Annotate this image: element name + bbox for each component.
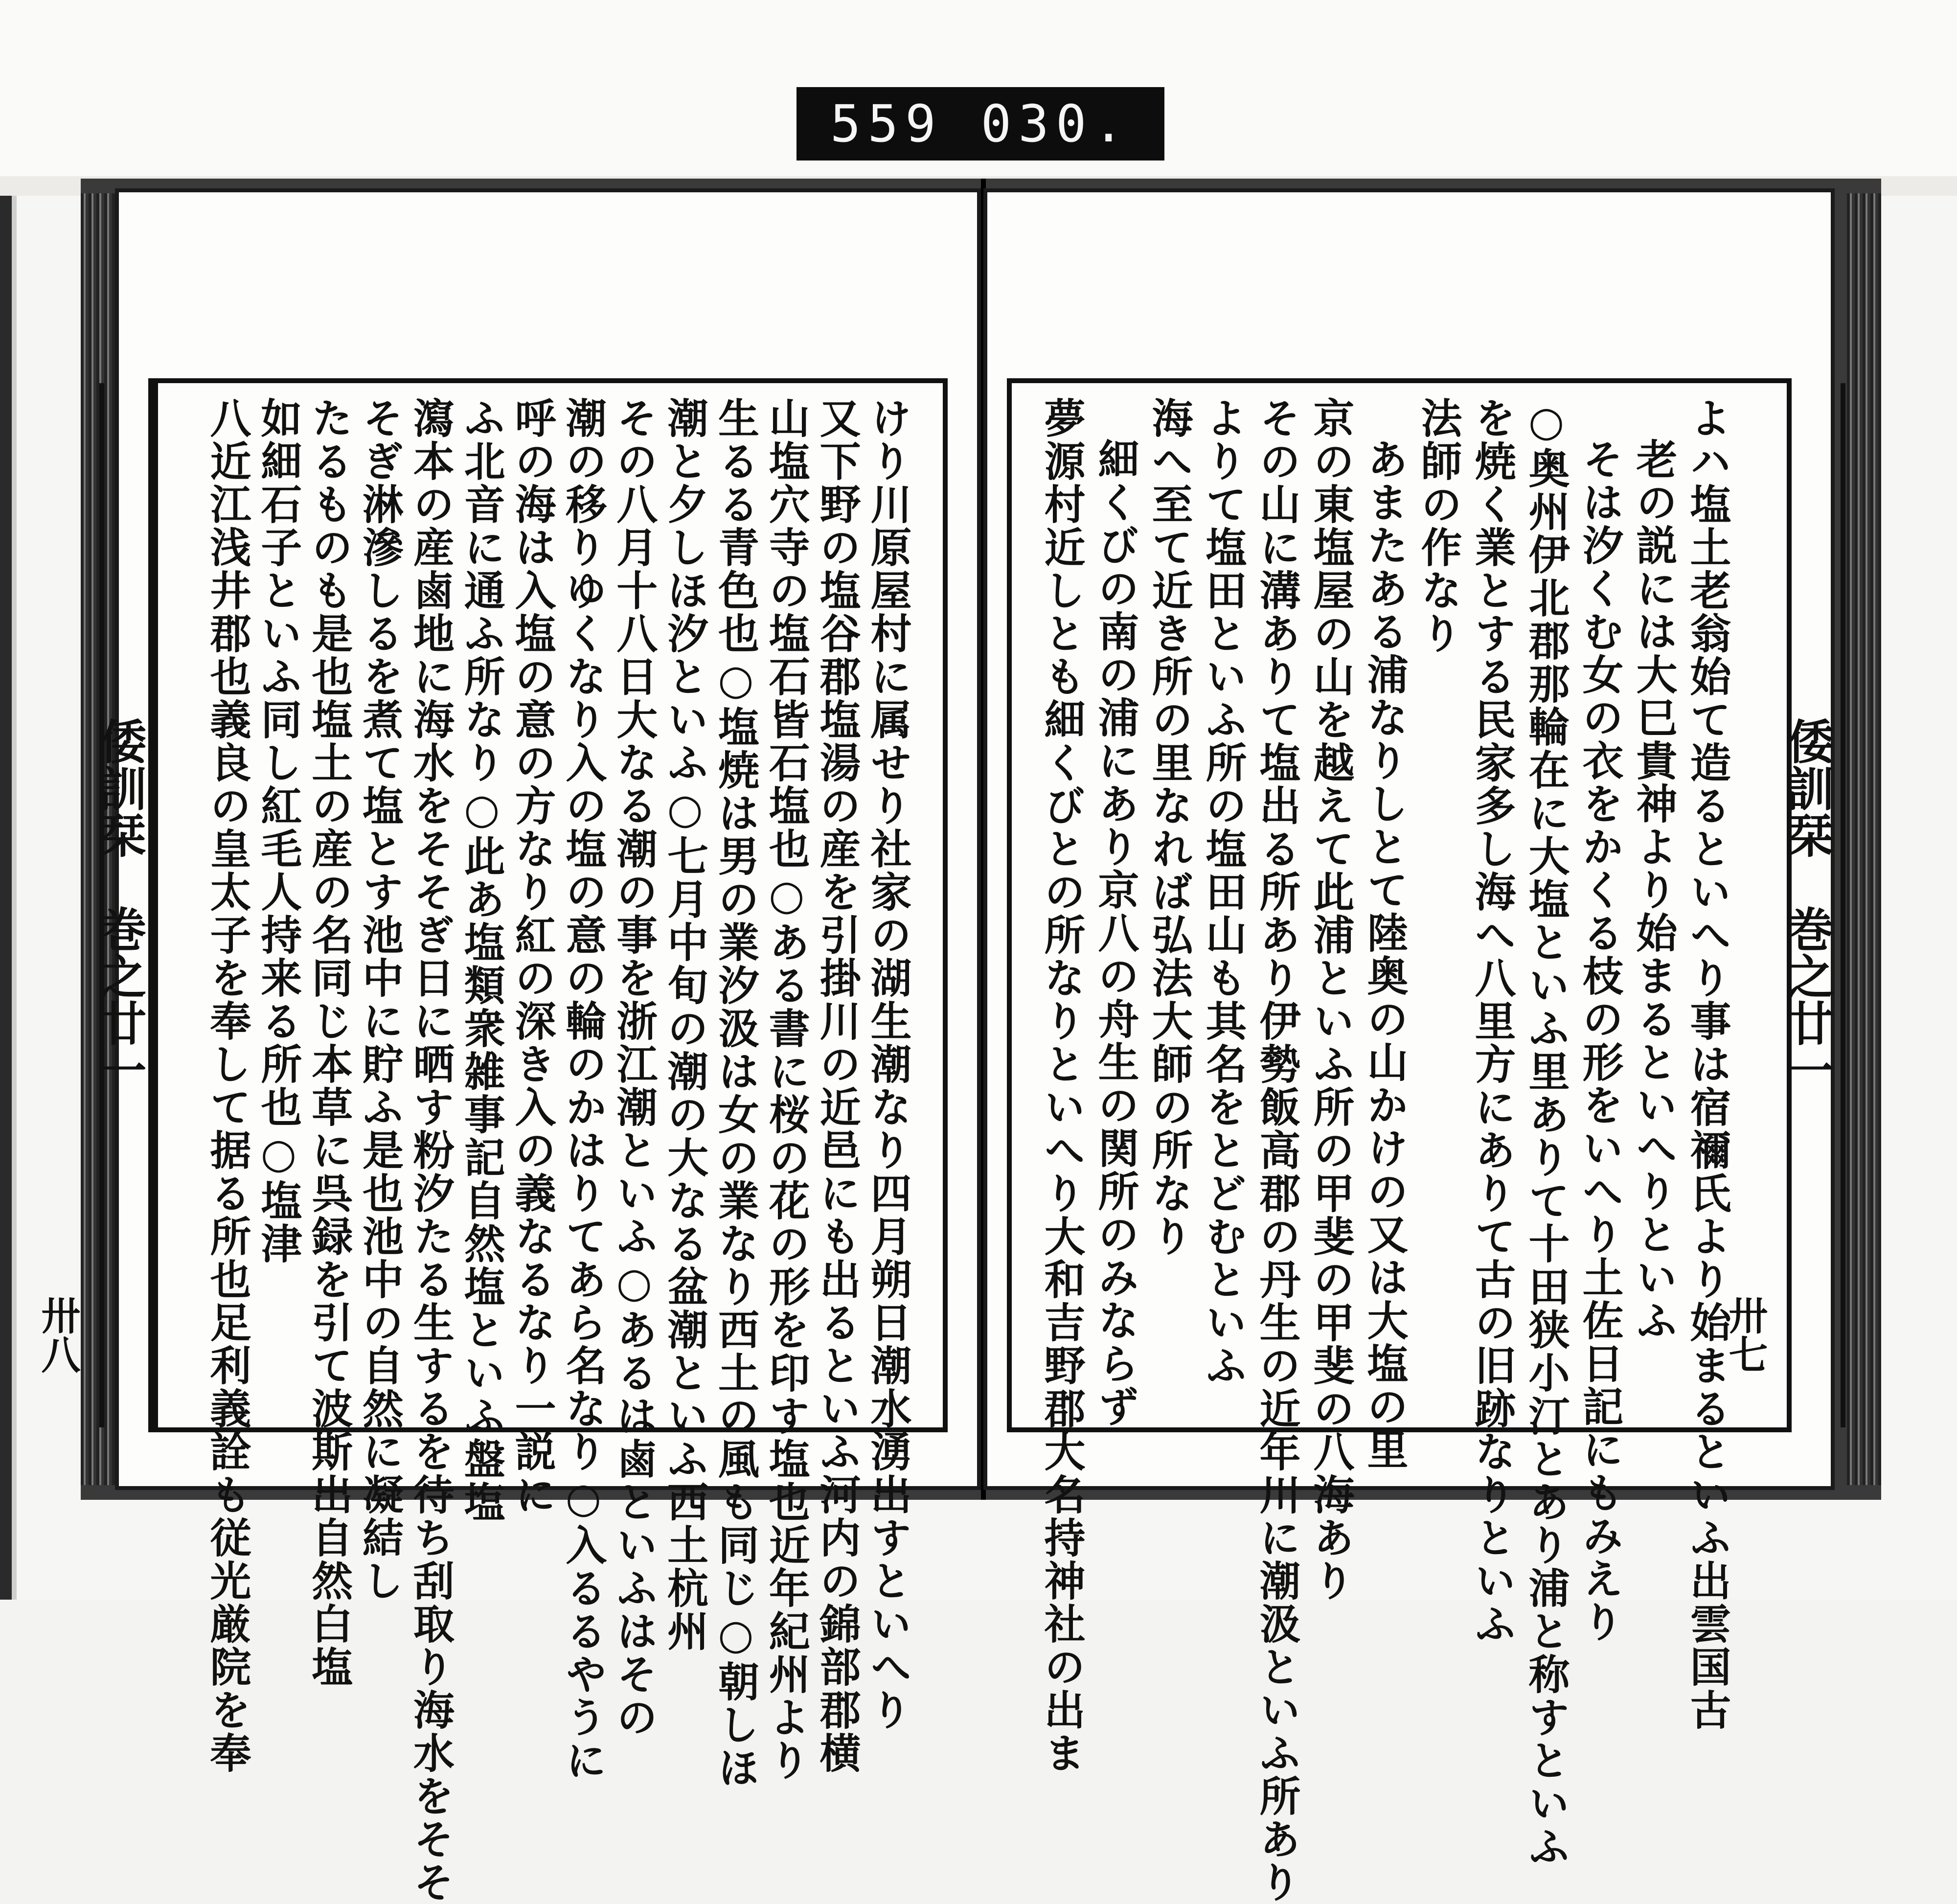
- text-column: 瀉本の産鹵地に海水をそそぎ日に晒す粉汐たる生するを待ち刮取り海水をそそ: [407, 397, 455, 1904]
- text-column: 呼の海は入塩の意の方なり紅の深き入の義なるなり一説に: [508, 397, 557, 1516]
- right-page: [983, 188, 1835, 1904]
- text-column: 如細石子といふ同し紅毛人持来る所也○塩津: [254, 397, 303, 1265]
- text-column: 潮と夕しほ汐といふ○七月中旬の潮の大なる盆潮といふ西土杭州: [660, 397, 709, 1653]
- text-column: 八近江浅井郡也義良の皇太子を奉して据る所也足利義詮も従光厳院を奉: [204, 397, 252, 1775]
- microfilm-frame-label: [796, 87, 1164, 161]
- open-book: [35, 179, 1881, 1904]
- right-page-text: [1038, 397, 1732, 1904]
- left-page-frame: [35, 378, 948, 1904]
- right-folio: 卅七: [1722, 1295, 1768, 1374]
- text-column: そぎ淋滲しるを煮て塩とす池中に貯ふ是也池中の自然に凝結し: [356, 397, 405, 1603]
- left-page: [35, 188, 981, 1904]
- text-column: 細くびの南の浦にあり京八の舟生の関所のみならず: [1092, 438, 1140, 1428]
- book-edge-right: [1847, 193, 1881, 1485]
- text-column: 生るる青色也○塩焼は男の業汐汲は女の業なり西土の風も同じ○朝しほ: [711, 397, 760, 1789]
- text-column: よハ塩土老翁始て造るといへり事は宿禰氏より始まるといふ出雲国古: [1684, 397, 1732, 1732]
- text-column: ふ北音に通ふ所なり○此あ塩類衆雑事記自然塩といふ盤塩: [457, 397, 506, 1524]
- right-margin-title: 倭訓栞 巻之廿一: [1779, 717, 1835, 1093]
- text-column: を焼く業とする民家多し海へ八里方にありて古の旧跡なりといふ: [1468, 397, 1517, 1646]
- text-column: けり川原屋村に属せり社家の湖生潮なり四月朔日潮水湧出すといへり: [864, 397, 912, 1732]
- text-column: 京の東塩屋の山を越えて此浦といふ所の甲斐の甲斐の八海あり: [1307, 397, 1355, 1603]
- scanner-edge: [0, 196, 12, 1600]
- text-column: 又下野の塩谷郡塩湯の産を引掛川の近邑にも出るといふ河内の錦部郡横: [813, 397, 862, 1775]
- text-column: あまたある浦なりしとて陸奥の山かけの又は大塩の里: [1361, 438, 1409, 1471]
- right-page-margin: [1722, 383, 1845, 1427]
- text-column: よりて塩田といふ所の塩田山も其名をとどむといふ: [1199, 397, 1248, 1387]
- text-column: 法師の作なり: [1414, 397, 1463, 655]
- left-folio: 卅八: [35, 1295, 81, 1374]
- text-column: 潮の移りゆくなり入の塩の意の輪のかはりてあら名なり○入るるやうに: [559, 397, 608, 1782]
- text-column: たるものも是也塩土の産の名同じ本草に呉録を引て波斯出自然白塩: [305, 397, 354, 1689]
- text-column: その八月十八日大なる潮の事を浙江潮といふ○あるは鹵といふはその: [610, 397, 659, 1739]
- text-column: 夢源村近しとも細くびとの所なりといへり大和吉野郡大名持神社の出ま: [1038, 397, 1086, 1775]
- text-column: 老の説には大巳貴神より始まるといへりといふ: [1630, 438, 1678, 1342]
- text-column: そは汐くむ女の衣をかくる枝の形をいへり土佐日記にもみえり: [1576, 438, 1624, 1644]
- left-page-text: [204, 397, 912, 1904]
- text-column: その山に溝ありて塩出る所あり伊勢飯高郡の丹生の近年川に潮汲といふ所あり: [1253, 397, 1301, 1904]
- reel-number: 559: [830, 94, 943, 154]
- scanner-edge-light: [12, 196, 17, 1600]
- left-page-margin: [35, 383, 158, 1427]
- text-column: ○奥州伊北郡那輪在に大塩といふ里ありて十田狭小汀とあり浦と称すといふ: [1522, 397, 1570, 1868]
- text-column: 海へ至て近き所の里なれば弘法大師の所なり: [1145, 397, 1194, 1258]
- frame-number: 030.: [980, 94, 1131, 154]
- right-page-frame: [1007, 378, 1835, 1904]
- left-margin-title: 倭訓栞 巻之廿一: [92, 717, 147, 1093]
- text-column: 山塩穴寺の塩石皆石塩也○ある書に桜の花の形を印す塩也近年紀州より: [762, 397, 811, 1782]
